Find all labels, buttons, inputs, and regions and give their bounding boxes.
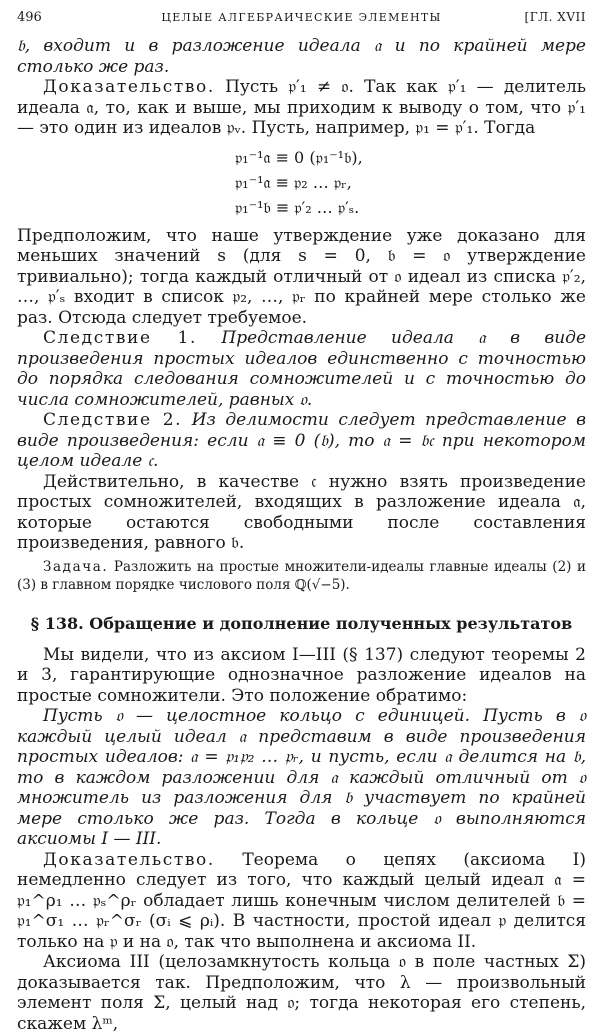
corollary-1-text: Представление идеала 𝔞 в виде произведения простых идеалов единственно с точностью до порядка следования сомножителей и с точностью до числа сомножителей, равных 𝔬.	[17, 328, 587, 410]
formula-line: 𝔭₁⁻¹𝔟 ≡ 𝔭′₂ … 𝔭′ₛ.	[235, 197, 360, 217]
page-number: 496	[17, 10, 42, 25]
page-header	[17, 10, 586, 36]
corollary-2-label: Следствие 2.	[43, 410, 183, 430]
corollary-2-text: Из делимости следует представление в виде произведения: если 𝔞 ≡ 0 (𝔟), то 𝔞 = 𝔟𝔠 при некотором целом идеале 𝔠.	[17, 410, 586, 471]
corollary-1-label: Следствие 1.	[43, 328, 198, 348]
exercise-label: Задача.	[43, 558, 109, 575]
formula-block	[235, 145, 586, 220]
proof-label: Доказательство.	[43, 77, 215, 97]
formula-line: 𝔭₁⁻¹𝔞 ≡ 𝔭₂ … 𝔭ᵣ,	[235, 172, 352, 192]
proof-label-2: Доказательство.	[43, 849, 215, 870]
section-title: § 138. Обращение и дополнение полученных результатов	[30, 613, 573, 633]
paragraph-continuation: 𝔟, входит и в разложение идеала 𝔞 и по крайней мере столько же раз.	[17, 36, 586, 77]
corollary-2-proof: Действительно, в качестве 𝔠 нужно взять произведение простых сомножителей, входящих в разложение идеала 𝔞, которые остаются свободными после составления произведения, равного 𝔟.	[17, 471, 586, 553]
proof-paragraph-2	[17, 850, 586, 953]
induction-paragraph: Предположим, что наше утверждение уже доказано для меньших значений s (для s = 0, 𝔟 = 𝔬 утверждение тривиально); тогда каждый отличный от 𝔬 идеал из списка 𝔭′₂, …, 𝔭′ₛ входит в список 𝔭₂, …, 𝔭ᵣ по крайней мере столько же раз. Отсюда следует требуемое.	[17, 225, 586, 328]
section-intro: Мы видели, что из аксиом I—III (§ 137) следуют теоремы 2 и 3, гарантирующие однозначное разложение идеалов на простые сомножители. Это положение обратимо:	[17, 644, 586, 706]
proof-text: Пусть 𝔭′₁ ≠ 𝔬. Так как 𝔭′₁ — делитель идеала 𝔞, то, как и выше, мы приходим к выводу о том, что 𝔭′₁ — это один из идеалов 𝔭ᵥ. Пусть, например, 𝔭₁ = 𝔭′₁. Тогда	[17, 77, 586, 138]
theorem-statement: Пусть 𝔬 — целостное кольцо с единицей. Пусть в 𝔬 каждый целый идеал 𝔞 представим в виде произведения простых идеалов: 𝔞 = 𝔭₁𝔭₂ … 𝔭ᵣ, и пусть, если 𝔞 делится на 𝔟, то в каждом разложении для 𝔞 каждый отличный от 𝔬 множитель из разложения для 𝔟 участвует по крайней мере столько же раз. Тогда в кольце 𝔬 выполняются аксиомы I — III.	[17, 706, 586, 849]
proof-text-2: Теорема о цепях (аксиома I) немедленно следует из того, что каждый целый идеал 𝔞 = 𝔭₁^ρ₁ … 𝔭ₛ^ρᵣ обладает лишь конечным числом делителей 𝔟 = 𝔭₁^σ₁ … 𝔭ᵣ^σᵣ (σᵢ ⩽ ρᵢ). В частности, простой идеал 𝔭 делится только на 𝔭 и на 𝔬, так что выполнена и аксиома II.	[17, 849, 587, 952]
exercise-text: Разложить на простые множители-идеалы главные идеалы (2) и (3) в главном порядке числового поля ℚ(√−5).	[17, 558, 586, 593]
exercise	[17, 558, 586, 594]
running-title: ЦЕЛЫЕ АЛГЕБРАИЧЕСКИЕ ЭЛЕМЕНТЫ	[161, 11, 442, 24]
axiom-3-paragraph: Аксиома III (целозамкнутость кольца 𝔬 в поле частных Σ) доказывается так. Предположим, что λ — произвольный элемент поля Σ, целый над 𝔬; тогда некоторая его степень, скажем λᵐ,	[17, 952, 586, 1034]
chapter-label: [ГЛ. XVII	[524, 10, 586, 24]
formula-line: 𝔭₁⁻¹𝔞 ≡ 0 (𝔭₁⁻¹𝔟),	[235, 147, 363, 167]
corollary-1	[17, 328, 586, 410]
proof-paragraph	[17, 77, 586, 139]
corollary-2	[17, 410, 586, 472]
